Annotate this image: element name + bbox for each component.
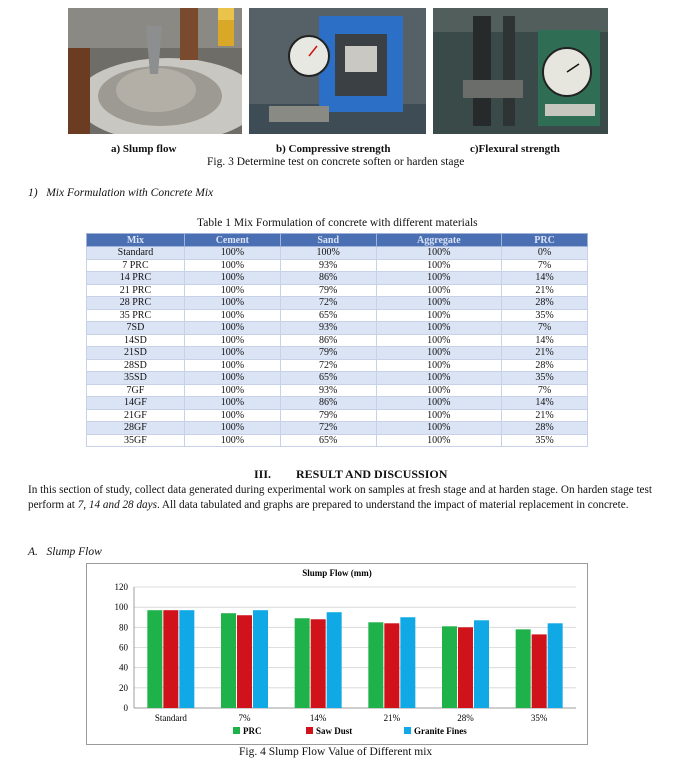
y-tick-label: 80 bbox=[119, 622, 128, 633]
section-heading-mix-formulation: 1) Mix Formulation with Concrete Mix bbox=[28, 187, 214, 199]
x-tick-label: 7% bbox=[238, 713, 251, 723]
photo-slump-flow bbox=[68, 8, 242, 134]
bar-prc bbox=[368, 622, 383, 708]
table-row bbox=[87, 397, 588, 410]
table-cell: 86% bbox=[280, 397, 376, 410]
table-cell: 7% bbox=[502, 384, 588, 397]
table-cell: 100% bbox=[184, 372, 280, 385]
y-tick-label: 100 bbox=[114, 602, 128, 613]
legend-swatch bbox=[233, 727, 240, 734]
caption-slump-flow: a) Slump flow bbox=[111, 143, 177, 155]
table-cell: 65% bbox=[280, 434, 376, 447]
table1-caption: Table 1 Mix Formulation of concrete with different materials bbox=[197, 217, 478, 229]
table-row bbox=[87, 284, 588, 297]
table-cell: 79% bbox=[280, 347, 376, 360]
table-header-cell: Mix bbox=[87, 234, 185, 247]
table-cell: 100% bbox=[184, 397, 280, 410]
photo-flexural-strength bbox=[433, 8, 608, 134]
y-tick-label: 60 bbox=[119, 642, 128, 653]
table-cell: 100% bbox=[376, 247, 502, 260]
table-header-cell: PRC bbox=[502, 234, 588, 247]
table-cell: 100% bbox=[184, 309, 280, 322]
table-row bbox=[87, 297, 588, 310]
x-tick-label: Standard bbox=[154, 713, 187, 723]
chart-title: Slump Flow (mm) bbox=[302, 568, 372, 578]
section-number: III. bbox=[254, 467, 272, 481]
table-header-cell: Aggregate bbox=[376, 234, 502, 247]
y-tick-label: 120 bbox=[114, 582, 128, 592]
table-cell: 14% bbox=[502, 334, 588, 347]
table-cell: 100% bbox=[376, 272, 502, 285]
table-cell: 100% bbox=[376, 397, 502, 410]
bar-prc bbox=[516, 629, 531, 708]
bar-granite-fines bbox=[548, 623, 563, 708]
table-cell: 100% bbox=[184, 422, 280, 435]
figure3-caption: Fig. 3 Determine test on concrete soften or harden stage bbox=[207, 156, 465, 168]
table-cell: 7GF bbox=[87, 384, 185, 397]
table-cell: 100% bbox=[184, 247, 280, 260]
table-cell: 100% bbox=[376, 297, 502, 310]
table-cell: 100% bbox=[376, 422, 502, 435]
paragraph-text-2: . All data tabulated and graphs are prepared to understand the impact of material replacement in concrete. bbox=[156, 498, 629, 511]
table-cell: 100% bbox=[184, 322, 280, 335]
table-header-cell: Cement bbox=[184, 234, 280, 247]
table-cell: 100% bbox=[184, 434, 280, 447]
table-cell: 86% bbox=[280, 272, 376, 285]
table-header-cell: Sand bbox=[280, 234, 376, 247]
caption-compressive-strength: b) Compressive strength bbox=[276, 143, 391, 155]
table-cell: 65% bbox=[280, 309, 376, 322]
table-cell: 21% bbox=[502, 347, 588, 360]
table-cell: 35% bbox=[502, 309, 588, 322]
table-cell: 100% bbox=[184, 409, 280, 422]
bar-prc bbox=[295, 618, 310, 708]
table-cell: 14% bbox=[502, 272, 588, 285]
bar-saw-dust bbox=[384, 623, 399, 708]
table-cell: 14GF bbox=[87, 397, 185, 410]
y-tick-label: 20 bbox=[119, 682, 128, 693]
legend-label: PRC bbox=[243, 726, 262, 736]
table-cell: 72% bbox=[280, 422, 376, 435]
bar-prc bbox=[147, 610, 162, 708]
table-cell: 100% bbox=[376, 309, 502, 322]
table-cell: 100% bbox=[184, 259, 280, 272]
table-cell: 93% bbox=[280, 384, 376, 397]
table-cell: 35 PRC bbox=[87, 309, 185, 322]
bar-prc bbox=[442, 626, 457, 708]
table-cell: 100% bbox=[280, 247, 376, 260]
table-cell: 100% bbox=[376, 359, 502, 372]
table-row bbox=[87, 359, 588, 372]
x-tick-label: 35% bbox=[530, 713, 548, 723]
table-cell: 7% bbox=[502, 322, 588, 335]
bar-granite-fines bbox=[179, 610, 194, 708]
table-cell: 100% bbox=[376, 347, 502, 360]
bar-saw-dust bbox=[532, 634, 547, 708]
bar-granite-fines bbox=[400, 617, 415, 708]
section-title: RESULT AND DISCUSSION bbox=[296, 467, 448, 481]
y-tick-label: 0 bbox=[123, 703, 128, 713]
table-cell: 100% bbox=[376, 409, 502, 422]
table-cell: 100% bbox=[184, 297, 280, 310]
table-cell: 93% bbox=[280, 259, 376, 272]
table-cell: 100% bbox=[376, 284, 502, 297]
table-cell: 72% bbox=[280, 297, 376, 310]
table-cell: 14SD bbox=[87, 334, 185, 347]
table-cell: 100% bbox=[376, 259, 502, 272]
legend-label: Granite Fines bbox=[414, 726, 467, 736]
results-paragraph bbox=[28, 483, 652, 512]
table-cell: 21% bbox=[502, 284, 588, 297]
subsection-heading-slump-flow: A. Slump Flow bbox=[28, 546, 102, 558]
table-row bbox=[87, 309, 588, 322]
table-row bbox=[87, 259, 588, 272]
paragraph-text-1: In this section of study, collect data generated during experimental work on samples at fresh stage and at harden stage. On harden stage test perform at bbox=[28, 484, 652, 511]
table-row bbox=[87, 422, 588, 435]
table-cell: 100% bbox=[184, 359, 280, 372]
table-cell: 28 PRC bbox=[87, 297, 185, 310]
table-cell: 65% bbox=[280, 372, 376, 385]
x-tick-label: 21% bbox=[383, 713, 401, 723]
table-cell: 79% bbox=[280, 409, 376, 422]
caption-flexural-strength: c)Flexural strength bbox=[470, 143, 560, 155]
table-cell: 28% bbox=[502, 359, 588, 372]
table-cell: 100% bbox=[376, 434, 502, 447]
table-cell: 35% bbox=[502, 434, 588, 447]
table-cell: 35% bbox=[502, 372, 588, 385]
table-cell: 21 PRC bbox=[87, 284, 185, 297]
x-tick-label: 28% bbox=[457, 713, 474, 723]
slump-flow-chart bbox=[86, 563, 588, 745]
table-row bbox=[87, 334, 588, 347]
bar-granite-fines bbox=[253, 610, 268, 708]
table-cell: 35SD bbox=[87, 372, 185, 385]
table-cell: 100% bbox=[184, 347, 280, 360]
table-cell: Standard bbox=[87, 247, 185, 260]
table-cell: 28% bbox=[502, 422, 588, 435]
table-cell: 100% bbox=[184, 284, 280, 297]
bar-granite-fines bbox=[474, 620, 489, 708]
table-cell: 93% bbox=[280, 322, 376, 335]
table-cell: 72% bbox=[280, 359, 376, 372]
legend-label: Saw Dust bbox=[316, 726, 353, 736]
table-cell: 35GF bbox=[87, 434, 185, 447]
table-cell: 28GF bbox=[87, 422, 185, 435]
bar-saw-dust bbox=[163, 610, 178, 708]
table-row bbox=[87, 347, 588, 360]
bar-saw-dust bbox=[311, 619, 326, 708]
table-cell: 0% bbox=[502, 247, 588, 260]
table-cell: 14 PRC bbox=[87, 272, 185, 285]
paragraph-text-italic: 7, 14 and 28 days bbox=[77, 498, 157, 511]
table-cell: 100% bbox=[376, 334, 502, 347]
table-row bbox=[87, 434, 588, 447]
table-cell: 100% bbox=[184, 384, 280, 397]
table-cell: 100% bbox=[376, 372, 502, 385]
table-cell: 79% bbox=[280, 284, 376, 297]
table-row bbox=[87, 384, 588, 397]
photo-compressive-strength bbox=[249, 8, 426, 134]
table-row bbox=[87, 409, 588, 422]
table-row bbox=[87, 322, 588, 335]
table-row bbox=[87, 247, 588, 260]
table-row bbox=[87, 272, 588, 285]
table-cell: 21GF bbox=[87, 409, 185, 422]
table-cell: 7% bbox=[502, 259, 588, 272]
legend-swatch bbox=[404, 727, 411, 734]
table-cell: 21SD bbox=[87, 347, 185, 360]
table-cell: 7SD bbox=[87, 322, 185, 335]
table-cell: 100% bbox=[376, 384, 502, 397]
table-cell: 100% bbox=[184, 272, 280, 285]
table-cell: 14% bbox=[502, 397, 588, 410]
bar-prc bbox=[221, 613, 236, 708]
mix-formulation-table bbox=[86, 233, 588, 447]
table-header-row bbox=[87, 234, 588, 247]
table-row bbox=[87, 372, 588, 385]
x-tick-label: 14% bbox=[309, 713, 327, 723]
figure4-caption: Fig. 4 Slump Flow Value of Different mix bbox=[239, 746, 433, 758]
y-tick-label: 40 bbox=[119, 662, 128, 673]
bar-saw-dust bbox=[237, 615, 252, 708]
table-cell: 28% bbox=[502, 297, 588, 310]
bar-saw-dust bbox=[458, 627, 473, 708]
table-cell: 28SD bbox=[87, 359, 185, 372]
table-cell: 7 PRC bbox=[87, 259, 185, 272]
table-cell: 21% bbox=[502, 409, 588, 422]
table-cell: 100% bbox=[376, 322, 502, 335]
table-cell: 100% bbox=[184, 334, 280, 347]
legend-swatch bbox=[306, 727, 313, 734]
table-cell: 86% bbox=[280, 334, 376, 347]
bar-granite-fines bbox=[327, 612, 342, 708]
